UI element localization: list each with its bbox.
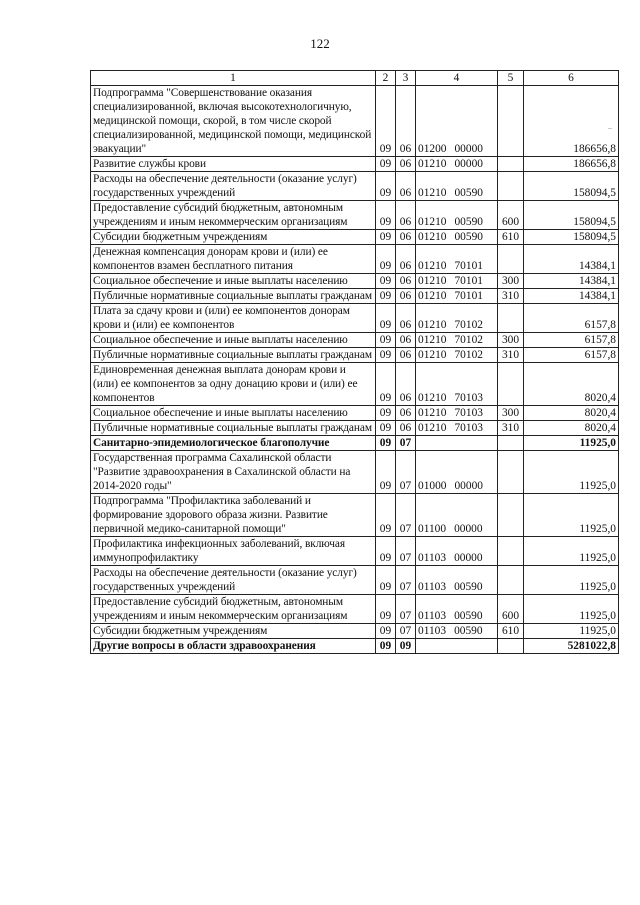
subsection-code: 06 — [396, 406, 416, 421]
program-code: 01210 — [418, 290, 447, 302]
table-row — [91, 624, 619, 639]
column-header: 1 — [91, 71, 376, 86]
table-row — [91, 566, 619, 595]
section-code: 09 — [376, 624, 396, 639]
expense-type-code — [498, 304, 524, 333]
direction-code: 70102 — [454, 349, 483, 361]
amount: 14384,1 — [524, 274, 619, 289]
column-header: 2 — [376, 71, 396, 86]
expense-type-code: 310 — [498, 348, 524, 363]
amount: 8020,4 — [524, 421, 619, 436]
expense-type-code — [498, 494, 524, 537]
row-description: Предоставление субсидий бюджетным, автономным учреждениям и иным некоммерческим организациям — [91, 201, 376, 230]
target-article-code — [416, 363, 498, 406]
target-article-code — [416, 157, 498, 172]
program-code: 01210 — [418, 231, 447, 243]
program-code: 01210 — [418, 187, 447, 199]
target-article-code — [416, 639, 498, 654]
target-article-code — [416, 421, 498, 436]
target-article-code — [416, 245, 498, 274]
page-number: 122 — [310, 36, 330, 51]
program-code: 01210 — [418, 260, 447, 272]
section-code: 09 — [376, 201, 396, 230]
program-code: 01210 — [418, 275, 447, 287]
subsection-code: 09 — [396, 639, 416, 654]
program-code: 01200 — [418, 143, 447, 155]
program-code: 01103 — [418, 581, 447, 593]
expense-type-code: 600 — [498, 201, 524, 230]
column-header: 6 — [524, 71, 619, 86]
row-description: Расходы на обеспечение деятельности (оказание услуг) государственных учреждений — [91, 566, 376, 595]
amount: 14384,1 — [524, 245, 619, 274]
direction-code: 70101 — [454, 275, 483, 287]
row-description: Плата за сдачу крови и (или) ее компонентов донорам крови и (или) ее компонентов — [91, 304, 376, 333]
section-code: 09 — [376, 494, 396, 537]
amount: 186656,8 — [524, 157, 619, 172]
section-code: 09 — [376, 451, 396, 494]
direction-code: 70103 — [454, 407, 483, 419]
target-article-code — [416, 333, 498, 348]
row-description: Государственная программа Сахалинской области "Развитие здравоохранения в Сахалинской области на 2014-2020 годы" — [91, 451, 376, 494]
program-code: 01210 — [418, 422, 447, 434]
amount: 14384,1 — [524, 289, 619, 304]
section-code: 09 — [376, 245, 396, 274]
table-row — [91, 157, 619, 172]
program-code: 01210 — [418, 216, 447, 228]
section-code: 09 — [376, 304, 396, 333]
expense-type-code: 300 — [498, 406, 524, 421]
section-code: 09 — [376, 289, 396, 304]
direction-code: 70102 — [454, 319, 483, 331]
table-row — [91, 245, 619, 274]
table-row — [91, 274, 619, 289]
amount: 6157,8 — [524, 348, 619, 363]
amount: 158094,5 — [524, 172, 619, 201]
row-description: Единовременная денежная выплата донорам крови и (или) ее компонентов за одну донацию крови и (или) ее компонентов — [91, 363, 376, 406]
section-code: 09 — [376, 230, 396, 245]
subsection-code: 07 — [396, 566, 416, 595]
subsection-code: 07 — [396, 537, 416, 566]
subsection-code: 06 — [396, 421, 416, 436]
expense-type-code — [498, 363, 524, 406]
direction-code: 00590 — [454, 625, 483, 637]
amount: 5281022,8 — [524, 639, 619, 654]
subsection-code: 06 — [396, 363, 416, 406]
expense-type-code — [498, 639, 524, 654]
direction-code: 00590 — [454, 231, 483, 243]
row-description: Публичные нормативные социальные выплаты гражданам — [91, 289, 376, 304]
amount: 6157,8 — [524, 304, 619, 333]
budget-table — [90, 70, 619, 654]
subsection-code: 06 — [396, 304, 416, 333]
amount: 11925,0 — [524, 451, 619, 494]
row-description: Субсидии бюджетным учреждениям — [91, 230, 376, 245]
section-code: 09 — [376, 436, 396, 451]
direction-code: 00000 — [454, 480, 483, 492]
program-code: 01000 — [418, 480, 447, 492]
target-article-code — [416, 451, 498, 494]
amount: 8020,4 — [524, 363, 619, 406]
section-code: 09 — [376, 172, 396, 201]
expense-type-code — [498, 86, 524, 157]
program-code: 01210 — [418, 319, 447, 331]
row-description: Профилактика инфекционных заболеваний, включая иммунопрофилактику — [91, 537, 376, 566]
direction-code: 00590 — [454, 187, 483, 199]
row-description: Подпрограмма "Совершенствование оказания специализированной, включая высокотехнологичную, медицинской помощи, скорой, в том числе скорой специализированной, медицинской помощи, медицинской эвакуации" — [91, 86, 376, 157]
subsection-code: 06 — [396, 157, 416, 172]
section-code: 09 — [376, 274, 396, 289]
column-header: 5 — [498, 71, 524, 86]
direction-code: 00590 — [454, 216, 483, 228]
row-description: Санитарно-эпидемиологическое благополучие — [91, 436, 376, 451]
expense-type-code — [498, 451, 524, 494]
target-article-code — [416, 348, 498, 363]
program-code: 01103 — [418, 552, 447, 564]
subsection-code: 06 — [396, 289, 416, 304]
direction-code: 00000 — [454, 158, 483, 170]
target-article-code — [416, 406, 498, 421]
section-code: 09 — [376, 333, 396, 348]
row-description: Развитие службы крови — [91, 157, 376, 172]
target-article-code — [416, 172, 498, 201]
target-article-code — [416, 566, 498, 595]
expense-type-code: 310 — [498, 421, 524, 436]
subsection-code: 06 — [396, 245, 416, 274]
section-code: 09 — [376, 595, 396, 624]
direction-code: 00000 — [454, 143, 483, 155]
program-code: 01210 — [418, 392, 447, 404]
subsection-code: 06 — [396, 172, 416, 201]
row-description: Денежная компенсация донорам крови и (или) ее компонентов взамен бесплатного питания — [91, 245, 376, 274]
table-row — [91, 201, 619, 230]
subsection-code: 06 — [396, 348, 416, 363]
table-row — [91, 406, 619, 421]
row-description: Расходы на обеспечение деятельности (оказание услуг) государственных учреждений — [91, 172, 376, 201]
table-row — [91, 363, 619, 406]
direction-code: 70101 — [454, 290, 483, 302]
table-row — [91, 172, 619, 201]
row-description: Публичные нормативные социальные выплаты гражданам — [91, 421, 376, 436]
target-article-code — [416, 201, 498, 230]
table-row — [91, 451, 619, 494]
direction-code: 00590 — [454, 610, 483, 622]
margin-mark: .. — [608, 122, 612, 131]
row-description: Субсидии бюджетным учреждениям — [91, 624, 376, 639]
direction-code: 00000 — [454, 523, 483, 535]
target-article-code — [416, 624, 498, 639]
expense-type-code — [498, 157, 524, 172]
subsection-code: 06 — [396, 274, 416, 289]
amount: 186656,8 — [524, 86, 619, 157]
table-row — [91, 537, 619, 566]
table-row — [91, 494, 619, 537]
section-code: 09 — [376, 157, 396, 172]
section-code: 09 — [376, 566, 396, 595]
amount: 11925,0 — [524, 494, 619, 537]
table-row — [91, 348, 619, 363]
direction-code: 00000 — [454, 552, 483, 564]
target-article-code — [416, 86, 498, 157]
target-article-code — [416, 436, 498, 451]
direction-code: 00590 — [454, 581, 483, 593]
table-row — [91, 230, 619, 245]
program-code: 01103 — [418, 625, 447, 637]
target-article-code — [416, 494, 498, 537]
section-code: 09 — [376, 639, 396, 654]
expense-type-code: 610 — [498, 230, 524, 245]
expense-type-code — [498, 245, 524, 274]
row-description: Подпрограмма "Профилактика заболеваний и формирование здорового образа жизни. Развитие первичной медико-санитарной помощи" — [91, 494, 376, 537]
direction-code: 70103 — [454, 422, 483, 434]
column-header: 3 — [396, 71, 416, 86]
direction-code: 70103 — [454, 392, 483, 404]
expense-type-code: 600 — [498, 595, 524, 624]
expense-type-code — [498, 436, 524, 451]
subsection-code: 06 — [396, 86, 416, 157]
section-code: 09 — [376, 406, 396, 421]
table-row — [91, 304, 619, 333]
expense-type-code: 610 — [498, 624, 524, 639]
expense-type-code — [498, 537, 524, 566]
table-row — [91, 86, 619, 157]
row-description: Социальное обеспечение и иные выплаты населению — [91, 406, 376, 421]
subsection-code: 06 — [396, 230, 416, 245]
table-row — [91, 436, 619, 451]
amount: 8020,4 — [524, 406, 619, 421]
target-article-code — [416, 537, 498, 566]
section-code: 09 — [376, 348, 396, 363]
program-code: 01210 — [418, 407, 447, 419]
row-description: Публичные нормативные социальные выплаты гражданам — [91, 348, 376, 363]
table-row — [91, 595, 619, 624]
direction-code: 70101 — [454, 260, 483, 272]
row-description: Предоставление субсидий бюджетным, автономным учреждениям и иным некоммерческим организациям — [91, 595, 376, 624]
program-code: 01210 — [418, 334, 447, 346]
program-code: 01210 — [418, 158, 447, 170]
amount: 158094,5 — [524, 201, 619, 230]
target-article-code — [416, 274, 498, 289]
expense-type-code: 300 — [498, 274, 524, 289]
subsection-code: 07 — [396, 624, 416, 639]
amount: 11925,0 — [524, 595, 619, 624]
section-code: 09 — [376, 86, 396, 157]
amount: 11925,0 — [524, 624, 619, 639]
table-row — [91, 333, 619, 348]
program-code: 01100 — [418, 523, 447, 535]
program-code: 01103 — [418, 610, 447, 622]
amount: 11925,0 — [524, 537, 619, 566]
subsection-code: 07 — [396, 494, 416, 537]
header-row — [91, 71, 619, 86]
table-row — [91, 639, 619, 654]
subsection-code: 07 — [396, 436, 416, 451]
amount: 11925,0 — [524, 436, 619, 451]
program-code: 01210 — [418, 349, 447, 361]
expense-type-code: 300 — [498, 333, 524, 348]
row-description: Социальное обеспечение и иные выплаты населению — [91, 333, 376, 348]
expense-type-code — [498, 172, 524, 201]
amount: 11925,0 — [524, 566, 619, 595]
row-description: Другие вопросы в области здравоохранения — [91, 639, 376, 654]
table-row — [91, 289, 619, 304]
expense-type-code — [498, 566, 524, 595]
subsection-code: 06 — [396, 201, 416, 230]
subsection-code: 07 — [396, 595, 416, 624]
target-article-code — [416, 289, 498, 304]
direction-code: 70102 — [454, 334, 483, 346]
section-code: 09 — [376, 363, 396, 406]
table-row — [91, 421, 619, 436]
target-article-code — [416, 595, 498, 624]
section-code: 09 — [376, 421, 396, 436]
amount: 158094,5 — [524, 230, 619, 245]
target-article-code — [416, 304, 498, 333]
subsection-code: 07 — [396, 451, 416, 494]
amount: 6157,8 — [524, 333, 619, 348]
column-header: 4 — [416, 71, 498, 86]
section-code: 09 — [376, 537, 396, 566]
row-description: Социальное обеспечение и иные выплаты населению — [91, 274, 376, 289]
expense-type-code: 310 — [498, 289, 524, 304]
target-article-code — [416, 230, 498, 245]
subsection-code: 06 — [396, 333, 416, 348]
